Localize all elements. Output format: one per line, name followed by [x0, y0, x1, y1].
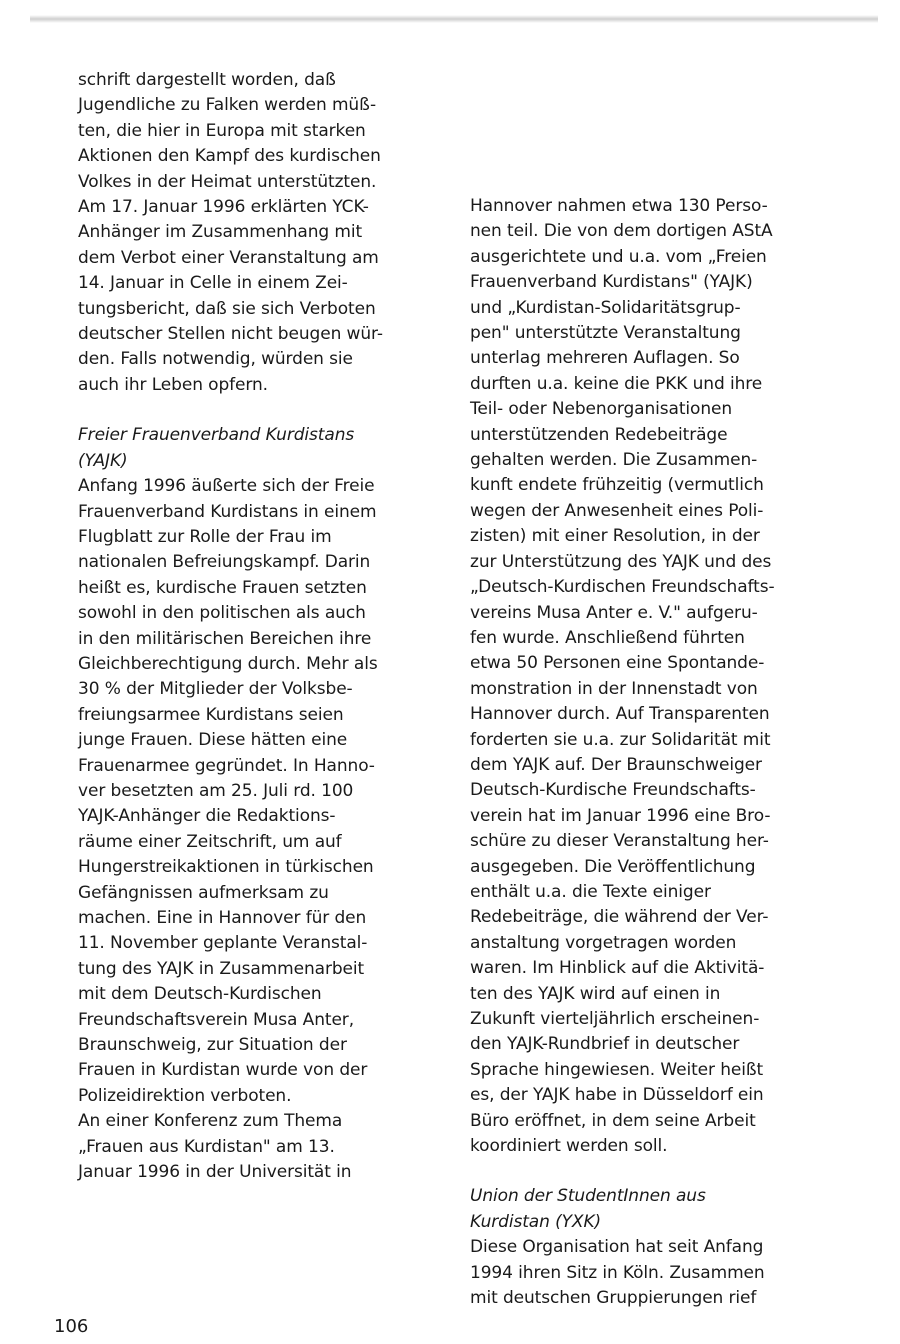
paragraph [470, 1235, 840, 1311]
text-line: tungsbericht, daß sie sich Verboten [78, 298, 376, 319]
text-line: auch ihr Leben opfern. [78, 374, 268, 395]
text-line: pen" unterstützte Veranstaltung [470, 323, 741, 344]
text-line: in den militärischen Bereichen ihre [78, 628, 372, 649]
text-line: zisten) mit einer Resolution, in der [470, 526, 760, 547]
text-line: wegen der Anwesenheit eines Poli- [470, 500, 764, 521]
text-line: dem Verbot einer Veranstaltung am [78, 247, 379, 268]
text-line: Redebeiträge, die während der Ver- [470, 907, 769, 928]
text-line: räume einer Zeitschrift, um auf [78, 831, 342, 852]
text-line: ten des YAJK wird auf einen in [470, 983, 721, 1004]
paragraph [78, 68, 448, 398]
text-line: den YAJK-Rundbrief in deutscher [470, 1034, 740, 1055]
text-line: YAJK-Anhänger die Redaktions- [78, 806, 336, 827]
text-line: kunft endete frühzeitig (vermutlich [470, 475, 764, 496]
text-line: Sprache hingewiesen. Weiter heißt [470, 1059, 764, 1080]
text-line: etwa 50 Personen eine Spontande- [470, 653, 765, 674]
text-line: waren. Im Hinblick auf die Aktivitä- [470, 958, 765, 979]
text-line: Teil- oder Nebenorganisationen [470, 399, 733, 420]
text-line: An einer Konferenz zum Thema [78, 1111, 343, 1132]
text-line: Frauenverband Kurdistans" (YAJK) [470, 272, 753, 293]
section-heading-yxk [470, 1184, 840, 1235]
text-line: vereins Musa Anter e. V." aufgeru- [470, 602, 758, 623]
text-line: Hannover durch. Auf Transparenten [470, 704, 770, 725]
top-rule [30, 15, 878, 23]
right-column [470, 194, 840, 1311]
text-line: Aktionen den Kampf des kurdischen [78, 146, 381, 167]
text-line: „Frauen aus Kurdistan" am 13. [78, 1136, 335, 1157]
text-line: nen teil. Die von dem dortigen AStA [470, 221, 773, 242]
text-line: freiungsarmee Kurdistans seien [78, 704, 344, 725]
heading-line: (YAJK) [78, 450, 128, 471]
paragraph [78, 474, 448, 1185]
page-number: 106 [54, 1316, 89, 1337]
section-heading-yajk [78, 423, 448, 474]
text-line: heißt es, kurdische Frauen setzten [78, 577, 367, 598]
text-line: Polizeidirektion verboten. [78, 1085, 292, 1106]
text-line: Volkes in der Heimat unterstützten. [78, 171, 377, 192]
text-line: Am 17. Januar 1996 erklärten YCK- [78, 197, 369, 218]
text-line: ver besetzten am 25. Juli rd. 100 [78, 780, 354, 801]
text-line: machen. Eine in Hannover für den [78, 908, 367, 928]
text-line: 11. November geplante Veranstal- [78, 933, 368, 954]
text-line: und „Kurdistan-Solidaritätsgrup- [470, 297, 741, 318]
text-line: nationalen Befreiungskampf. Darin [78, 552, 371, 573]
text-line: monstration in der Innenstadt von [470, 678, 758, 699]
text-line: den. Falls notwendig, würden sie [78, 349, 353, 370]
text-line: Gefängnissen aufmerksam zu [78, 882, 329, 903]
text-line: koordiniert werden soll. [470, 1136, 668, 1157]
text-line: ausgegeben. Die Veröffentlichung [470, 856, 756, 877]
text-line: deutscher Stellen nicht beugen wür- [78, 324, 383, 345]
text-line: schüre zu dieser Veranstaltung her- [470, 831, 769, 852]
text-line: Braunschweig, zur Situation der [78, 1035, 347, 1056]
text-line: zur Unterstützung des YAJK und des [470, 551, 772, 572]
text-line: tung des YAJK in Zusammenarbeit [78, 958, 365, 979]
text-line: 30 % der Mitglieder der Volksbe- [78, 679, 353, 700]
text-line: Anfang 1996 äußerte sich der Freie [78, 476, 375, 497]
text-line: gehalten werden. Die Zusammen- [470, 450, 758, 471]
text-line: anstaltung vorgetragen worden [470, 932, 737, 953]
text-line: Hannover nahmen etwa 130 Perso- [470, 196, 768, 216]
text-line: ten, die hier in Europa mit starken [78, 120, 366, 141]
text-line: fen wurde. Anschließend führten [470, 627, 745, 648]
text-line: Flugblatt zur Rolle der Frau im [78, 526, 332, 547]
text-line: Frauen in Kurdistan wurde von der [78, 1060, 368, 1081]
text-line: enthält u.a. die Texte einiger [470, 881, 711, 902]
text-line: dem YAJK auf. Der Braunschweiger [470, 754, 762, 775]
text-line: 1994 ihren Sitz in Köln. Zusammen [470, 1262, 765, 1283]
text-line: Diese Organisation hat seit Anfang [470, 1237, 764, 1258]
heading-line: Union der StudentInnen aus [470, 1186, 706, 1207]
text-line: Deutsch-Kurdische Freundschafts- [470, 780, 756, 801]
text-line: sowohl in den politischen als auch [78, 603, 366, 624]
heading-line: Kurdistan (YXK) [470, 1211, 602, 1232]
left-column [78, 68, 448, 1185]
text-line: Gleichberechtigung durch. Mehr als [78, 653, 378, 674]
text-line: unterstützenden Redebeiträge [470, 424, 728, 445]
text-line: ausgerichtete und u.a. vom „Freien [470, 246, 767, 267]
text-line: Büro eröffnet, in dem seine Arbeit [470, 1110, 756, 1131]
text-line: mit dem Deutsch-Kurdischen [78, 984, 322, 1005]
text-line: es, der YAJK habe in Düsseldorf ein [470, 1085, 764, 1106]
text-line: Januar 1996 in der Universität in [78, 1162, 352, 1183]
text-line: durften u.a. keine die PKK und ihre [470, 373, 763, 394]
text-line: schrift dargestellt worden, daß [78, 70, 336, 90]
text-line: Jugendliche zu Falken werden müß- [78, 95, 377, 116]
text-line: mit deutschen Gruppierungen rief [470, 1288, 757, 1309]
text-line: Freundschaftsverein Musa Anter, [78, 1009, 354, 1030]
text-line: Anhänger im Zusammenhang mit [78, 222, 363, 243]
heading-line: Freier Frauenverband Kurdistans [78, 425, 355, 446]
text-line: 14. Januar in Celle in einem Zei- [78, 273, 348, 294]
text-line: Hungerstreikaktionen in türkischen [78, 857, 374, 878]
text-line: verein hat im Januar 1996 eine Bro- [470, 805, 771, 826]
text-line: junge Frauen. Diese hätten eine [78, 730, 348, 751]
text-line: Zukunft vierteljährlich erscheinen- [470, 1009, 760, 1029]
text-line: forderten sie u.a. zur Solidarität mit [470, 729, 771, 750]
text-line: Frauenverband Kurdistans in einem [78, 501, 377, 522]
text-line: „Deutsch-Kurdischen Freundschafts- [470, 577, 775, 598]
paragraph [470, 194, 840, 1159]
text-line: Frauenarmee gegründet. In Hanno- [78, 755, 375, 776]
text-line: unterlag mehreren Auflagen. So [470, 348, 740, 369]
